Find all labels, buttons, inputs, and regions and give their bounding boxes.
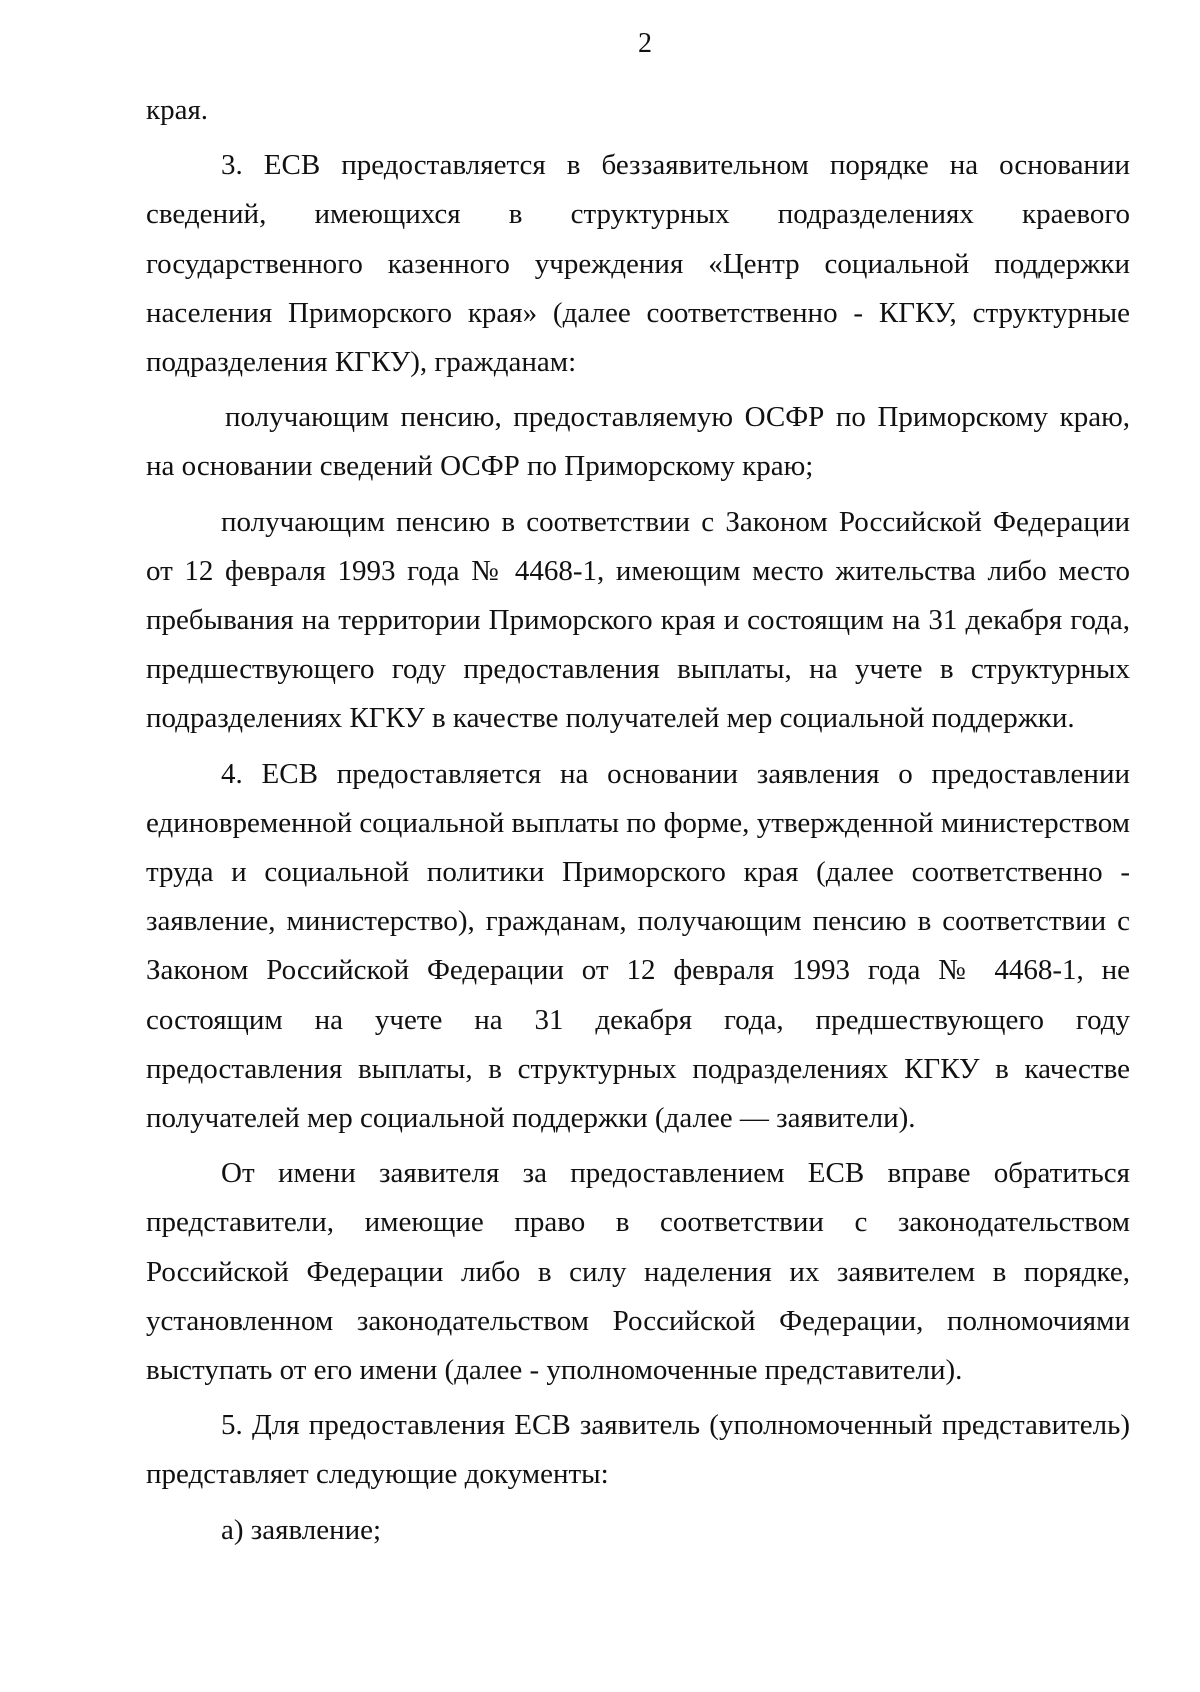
paragraph-continuation: края. bbox=[146, 94, 209, 126]
paragraph-pension-osfr: получающим пенсию, предоставляемую ОСФР по Приморскому краю, на основании сведений ОСФР по Приморскому краю; bbox=[146, 401, 1130, 483]
page-number: 2 bbox=[638, 28, 652, 59]
paragraph-pension-law: получающим пенсию в соответствии с Законом Российской Федерации от 12 февраля 1993 года № 4468-1, имеющим место жительства либо место пребывания на территории Приморского края и состоящим на 31 декабря года, предшествующего году предоставления выплаты, на учете в структурных подразделениях КГКУ в качестве получателей мер социальной поддержки. bbox=[146, 505, 1130, 735]
paragraph-item-5a: а) заявление; bbox=[221, 1513, 382, 1546]
paragraph-representatives: От имени заявителя за предоставлением ЕСВ вправе обратиться представители, имеющие право в соответствии с законодательством Российской Федерации либо в силу наделения их заявителем в порядке, установленном законодательством Российской Федерации, полномочиями выступать от его имени (далее - уполномоченные представители). bbox=[146, 1157, 1130, 1387]
paragraph-item-4: 4. ЕСВ предоставляется на основании заявления о предоставлении единовременной социальной выплаты по форме, утвержденной министерством труда и социальной политики Приморского края (далее соответственно - заявление, министерство), гражданам, получающим пенсию в соответствии с Законом Российской Федерации от 12 февраля 1993 года № 4468-1, не состоящим на учете на 31 декабря года, предшествующего году предоставления выплаты, в структурных подразделениях КГКУ в качестве получателей мер социальной поддержки (далее — заявители). bbox=[146, 757, 1130, 1135]
paragraph-item-3: 3. ЕСВ предоставляется в беззаявительном порядке на основании сведений, имеющихся в структурных подразделениях краевого государственного казенного учреждения «Центр социальной поддержки населения Приморского края» (далее соответственно - КГКУ, структурные подразделения КГКУ), гражданам: bbox=[146, 149, 1130, 379]
paragraph-item-5: 5. Для предоставления ЕСВ заявитель (уполномоченный представитель) представляет следующие документы: bbox=[146, 1409, 1130, 1491]
document-body bbox=[146, 86, 1130, 1555]
